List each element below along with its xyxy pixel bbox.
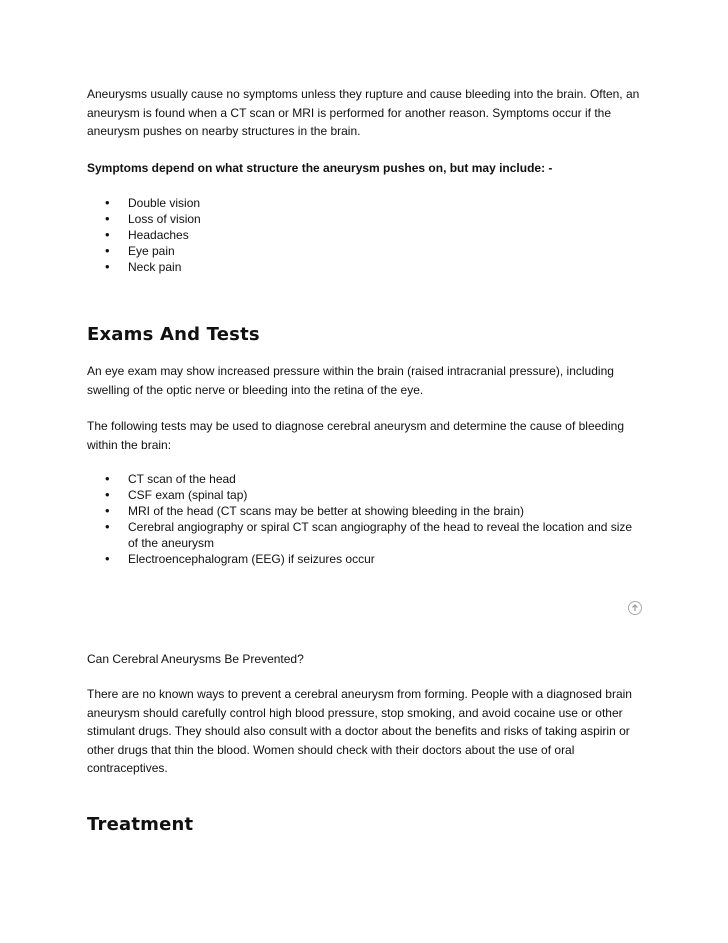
- exams-paragraph-2: The following tests may be used to diagnose cerebral aneurysm and determine the cause of bleeding within the brain:: [87, 419, 624, 452]
- list-item: • Double vision: [87, 195, 642, 211]
- tests-list: [87, 471, 642, 567]
- exams-heading: Exams And Tests: [87, 324, 260, 345]
- list-item: • Loss of vision: [87, 211, 642, 227]
- symptoms-lead: Symptoms depend on what structure the aneurysm pushes on, but may include: -: [87, 161, 553, 175]
- prevent-paragraph: There are no known ways to prevent a cerebral aneurysm from forming. People with a diagnosed brain aneurysm should carefully control high blood pressure, stop smoking, and avoid cocaine use or other stimulant drugs. They should also consult with a doctor about the benefits and risks of taking aspirin or other drugs that thin the blood. Women should check with their doctors about the use of oral contraceptives.: [87, 687, 632, 775]
- treatment-heading: Treatment: [87, 814, 194, 835]
- prevent-question: Can Cerebral Aneurysms Be Prevented?: [87, 652, 304, 666]
- arrow-up-circle-icon[interactable]: [628, 601, 642, 615]
- exams-paragraph-1: An eye exam may show increased pressure within the brain (raised intracranial pressure), including swelling of the optic nerve or bleeding into the retina of the eye.: [87, 364, 614, 397]
- list-item: • Electroencephalogram (EEG) if seizures occur: [87, 551, 642, 567]
- list-item: • MRI of the head (CT scans may be better at showing bleeding in the brain): [87, 503, 642, 519]
- list-item: • Cerebral angiography or spiral CT scan angiography of the head to reveal the location and size of the aneurysm: [87, 519, 642, 551]
- symptoms-list: [87, 195, 642, 275]
- intro-paragraph: Aneurysms usually cause no symptoms unless they rupture and cause bleeding into the brain. Often, an aneurysm is found when a CT scan or MRI is performed for another reason. Symptoms occur if the aneurysm pushes on nearby structures in the brain.: [87, 87, 640, 138]
- list-item: • CT scan of the head: [87, 471, 642, 487]
- list-item: • Eye pain: [87, 243, 642, 259]
- list-item: • CSF exam (spinal tap): [87, 487, 642, 503]
- list-item: • Headaches: [87, 227, 642, 243]
- list-item: • Neck pain: [87, 259, 642, 275]
